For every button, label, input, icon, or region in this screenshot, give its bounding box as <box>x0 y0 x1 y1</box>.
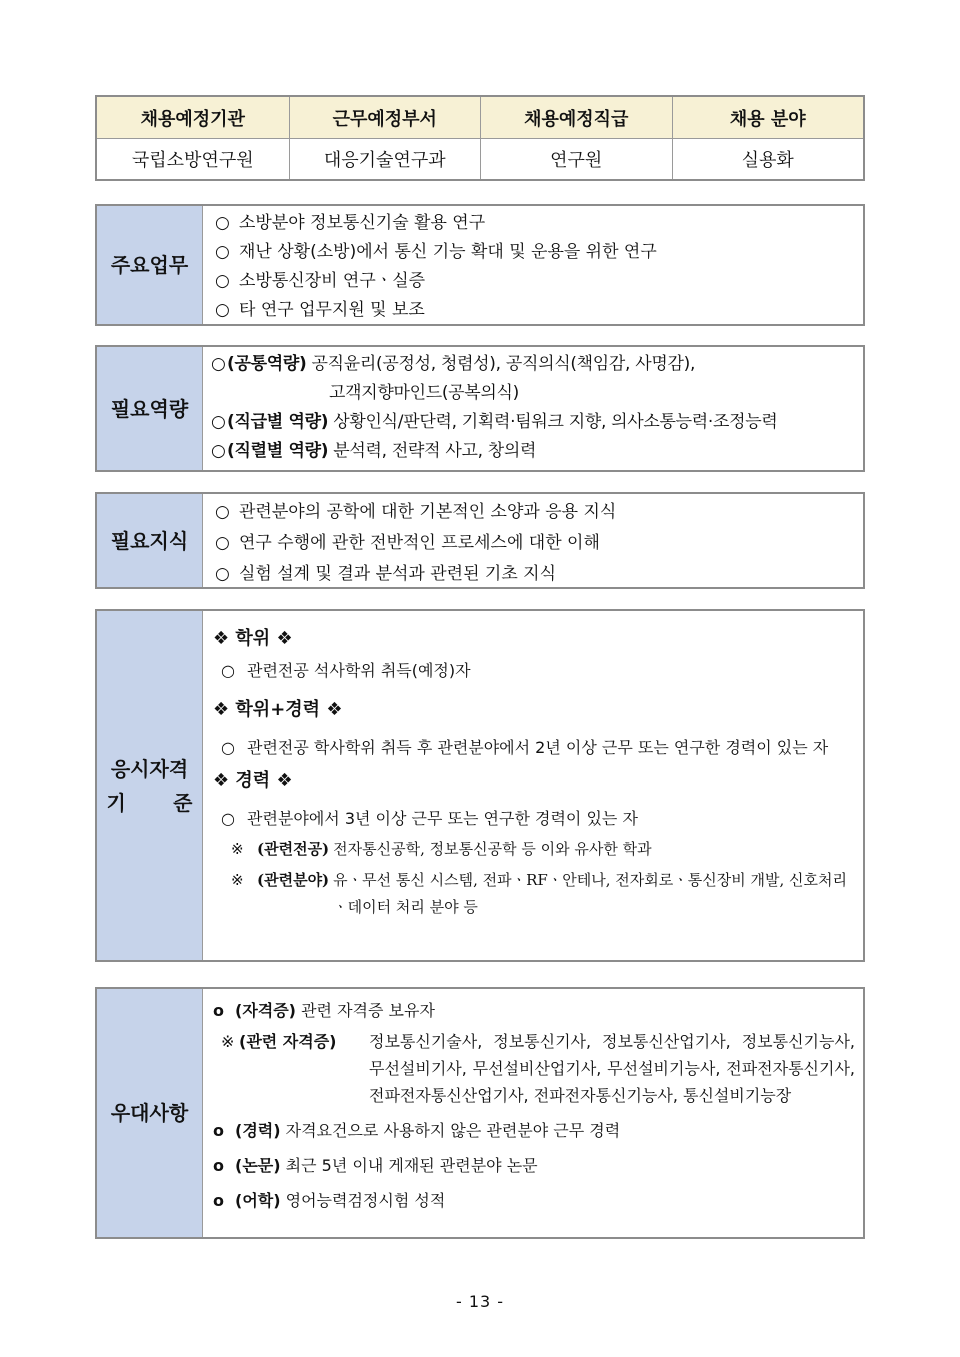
competency-content <box>203 347 863 470</box>
preference-content <box>203 989 863 1237</box>
list-item: ○ (직급별 역량) 상황인식/판단력, 기획력·팀워크 지향, 의사소통능력·조정능력 <box>211 408 855 437</box>
diamond-icon: ❖ <box>326 699 343 720</box>
circle-bullet-icon: ○ <box>221 738 235 757</box>
circle-bullet-icon: ○ <box>215 300 230 320</box>
circle-bullet-icon: o <box>213 1156 224 1175</box>
circle-bullet-icon: ○ <box>215 533 230 553</box>
header-cell-agency: 채용예정기관 <box>140 108 245 130</box>
header-cell-field: 채용 분야 <box>672 97 864 138</box>
circle-bullet-icon: ○ <box>215 502 230 522</box>
circle-bullet-icon: ○ <box>215 213 230 233</box>
diamond-icon: ❖ <box>276 770 293 791</box>
competency-label: 필요역량 <box>97 347 203 470</box>
qualification-label: 응시자격 기 준 <box>97 611 203 960</box>
recruitment-info-table <box>95 95 865 181</box>
diamond-icon: ❖ <box>213 770 230 791</box>
note-item: ※ (관련 자격증) 정보통신기술사, 정보통신기사, 정보통신산업기사, 정보통신기능사, 무선설비기사, 무선설비산업기사, 무선설비기능사, 전파전자통신기사, 전파전자통신산업기사, 전파전자통신기능사, 통신설비기능장 <box>213 1028 855 1109</box>
diamond-icon: ❖ <box>213 699 230 720</box>
list-item: ○ 관련전공 석사학위 취득(예정)자 <box>211 657 855 684</box>
duties-section <box>95 204 865 326</box>
list-item: ○ 소방통신장비 연구ㆍ실증 <box>215 267 855 296</box>
group-title: ❖ 학위+경력 ❖ <box>213 699 343 720</box>
knowledge-content <box>203 494 863 587</box>
knowledge-label: 필요지식 <box>97 494 203 587</box>
list-item: ○ 타 연구 업무지원 및 보조 <box>215 296 855 325</box>
value-cell-department: 대응기술연구과 <box>289 139 481 179</box>
header-cell-rank: 채용예정직급 <box>480 97 672 138</box>
reference-mark-icon: ※ <box>221 1032 235 1051</box>
list-item: ○ (직렬별 역량) 분석력, 전략적 사고, 창의력 <box>211 437 855 466</box>
list-item: ○ 실험 설계 및 결과 분석과 관련된 기초 지식 <box>215 559 855 590</box>
preference-label: 우대사항 <box>97 989 203 1237</box>
preference-section <box>95 987 865 1239</box>
circle-bullet-icon: o <box>213 1121 224 1140</box>
value-cell-rank: 연구원 <box>480 139 672 179</box>
duties-content <box>203 206 863 324</box>
circle-bullet-icon: ○ <box>215 242 230 262</box>
value-cell-field: 실용화 <box>672 139 864 179</box>
duties-label: 주요업무 <box>97 206 203 324</box>
list-item: ○ 관련전공 학사학위 취득 후 관련분야에서 2년 이상 근무 또는 연구한 경력이 있는 자 <box>211 734 855 761</box>
circle-bullet-icon: ○ <box>211 412 226 432</box>
list-item: ○ 재난 상황(소방)에서 통신 기능 확대 및 운용을 위한 연구 <box>215 238 855 267</box>
circle-bullet-icon: ○ <box>221 661 235 680</box>
note-item: ※ (관련전공) 전자통신공학, 정보통신공학 등 이와 유사한 학과 <box>211 836 855 863</box>
note-item: ※ (관련분야) 유ㆍ무선 통신 시스템, 전파ㆍRFㆍ안테나, 전자회로ㆍ통신장비 개발, 신호처리ㆍ데이터 처리 분야 등 <box>211 867 855 921</box>
circle-bullet-icon: ○ <box>221 809 235 828</box>
page-number: - 13 - <box>455 1292 505 1311</box>
qualification-content <box>203 611 863 960</box>
table-header-row <box>97 97 863 139</box>
group-title: ❖ 경력 ❖ <box>213 770 293 791</box>
diamond-icon: ❖ <box>213 628 230 649</box>
list-item: o (어학) 영어능력검정시험 성적 <box>213 1187 855 1214</box>
list-item: ○ 관련분야에서 3년 이상 근무 또는 연구한 경력이 있는 자 <box>211 805 855 832</box>
qualification-section <box>95 609 865 962</box>
diamond-icon: ❖ <box>276 628 293 649</box>
header-cell-department: 근무예정부서 <box>289 97 481 138</box>
circle-bullet-icon: ○ <box>215 271 230 291</box>
circle-bullet-icon: ○ <box>211 354 226 374</box>
list-item: ○ 연구 수행에 관한 전반적인 프로세스에 대한 이해 <box>215 528 855 559</box>
circle-bullet-icon: o <box>213 1191 224 1210</box>
list-item: ○ 관련분야의 공학에 대한 기본적인 소양과 응용 지식 <box>215 497 855 528</box>
reference-mark-icon: ※ <box>231 871 244 889</box>
circle-bullet-icon: ○ <box>211 441 226 461</box>
list-item: o (경력) 자격요건으로 사용하지 않은 관련분야 근무 경력 <box>213 1117 855 1144</box>
list-item-continuation: 고객지향마인드(공복의식) <box>329 383 520 403</box>
circle-bullet-icon: ○ <box>215 564 230 584</box>
knowledge-section <box>95 492 865 589</box>
list-item: ○ (공통역량) 공직윤리(공정성, 청렴성), 공직의식(책임감, 사명감), <box>211 350 855 379</box>
reference-mark-icon: ※ <box>231 840 244 858</box>
list-item: o (자격증) 관련 자격증 보유자 <box>213 997 855 1024</box>
value-cell-agency: 국립소방연구원 <box>131 150 254 171</box>
circle-bullet-icon: o <box>213 1001 224 1020</box>
group-title: ❖ 학위 ❖ <box>213 628 293 649</box>
table-row <box>97 139 863 179</box>
competency-section <box>95 345 865 472</box>
list-item: ○ 소방분야 정보통신기술 활용 연구 <box>215 209 855 238</box>
list-item: o (논문) 최근 5년 이내 게재된 관련분야 논문 <box>213 1152 855 1179</box>
